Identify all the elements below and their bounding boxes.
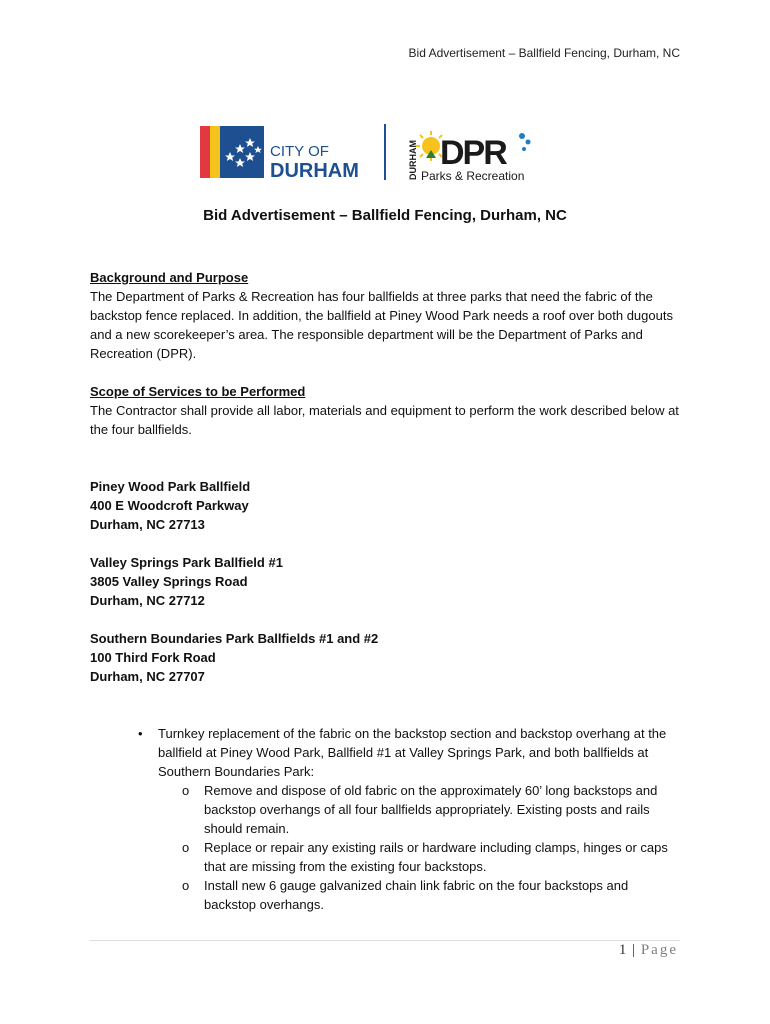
logo-divider <box>384 124 386 180</box>
background-paragraph: The Department of Parks & Recreation has four ballfields at three parks that need the fabric of the backstop fence replaced. In addition, the ballfield at Piney Wood Park needs a roof over both dugouts and a new scorekeeper’s area. The responsible department will be the Department of Parks and Recreation (DPR). <box>90 289 673 361</box>
location-block <box>90 553 680 610</box>
flag-yellow-stripe <box>210 126 220 178</box>
subtask-text: Install new 6 gauge galvanized chain link fabric on the four backstops and backstop overhangs. <box>204 878 629 912</box>
background-heading: Background and Purpose <box>90 270 249 285</box>
task-list <box>90 724 680 914</box>
location-block <box>90 629 680 686</box>
scope-paragraph: The Contractor shall provide all labor, materials and equipment to perform the work described below at the four ballfields. <box>90 403 679 437</box>
bullet-icon: • <box>138 726 143 741</box>
location-name: Southern Boundaries Park Ballfields #1 and #2 <box>90 631 379 646</box>
page-number: 1 <box>618 942 628 958</box>
logo-row <box>200 122 540 184</box>
location-block <box>90 477 680 534</box>
location-street: 100 Third Fork Road <box>90 650 216 665</box>
location-city: Durham, NC 27707 <box>90 669 205 684</box>
location-street: 400 E Woodcroft Parkway <box>90 498 249 513</box>
page-separator: | <box>632 942 637 958</box>
page-word: Page <box>640 942 678 958</box>
subtask-item <box>182 781 680 838</box>
dpr-letters-text: DPR <box>440 134 506 172</box>
footer-rule <box>90 940 680 941</box>
city-of-durham-logo <box>200 122 540 184</box>
subtask-item <box>182 876 680 914</box>
dpr-subtitle-text: Parks & Recreation <box>421 169 525 183</box>
circle-bullet-icon: o <box>182 840 190 855</box>
city-line2-text: DURHAM <box>270 160 359 182</box>
city-line1-text: CITY OF <box>270 143 329 160</box>
dpr-splash-icon <box>519 133 531 151</box>
location-name: Piney Wood Park Ballfield <box>90 479 251 494</box>
circle-bullet-icon: o <box>182 783 190 798</box>
task-text: Turnkey replacement of the fabric on the backstop section and backstop overhang at the ballfield at Piney Wood Park, Ballfield #1 at Valley Springs Park, and both ballfields at Southern Boundaries Park: <box>158 726 667 779</box>
document-title: Bid Advertisement – Ballfield Fencing, Durham, NC <box>203 207 567 224</box>
subtask-text: Replace or repair any existing rails or hardware including clamps, hinges or caps that are missing from the existing four backstops. <box>204 840 668 874</box>
subtask-list <box>158 781 680 914</box>
flag-red-stripe <box>200 126 210 178</box>
location-city: Durham, NC 27713 <box>90 517 205 532</box>
scope-heading: Scope of Services to be Performed <box>90 384 306 399</box>
running-header: Bid Advertisement – Ballfield Fencing, Durham, NC <box>408 46 680 60</box>
document-body <box>90 268 680 914</box>
location-name: Valley Springs Park Ballfield #1 <box>90 555 283 570</box>
subtask-item <box>182 838 680 876</box>
circle-bullet-icon: o <box>182 878 190 893</box>
dpr-vertical-text: DURHAM <box>408 140 418 180</box>
task-item <box>138 724 680 914</box>
location-street: 3805 Valley Springs Road <box>90 574 248 589</box>
location-city: Durham, NC 27712 <box>90 593 205 608</box>
subtask-text: Remove and dispose of old fabric on the approximately 60’ long backstops and backstop overhangs of all four ballfields appropriately. Existing posts and rails should remain. <box>204 783 658 836</box>
page-footer <box>619 942 678 959</box>
